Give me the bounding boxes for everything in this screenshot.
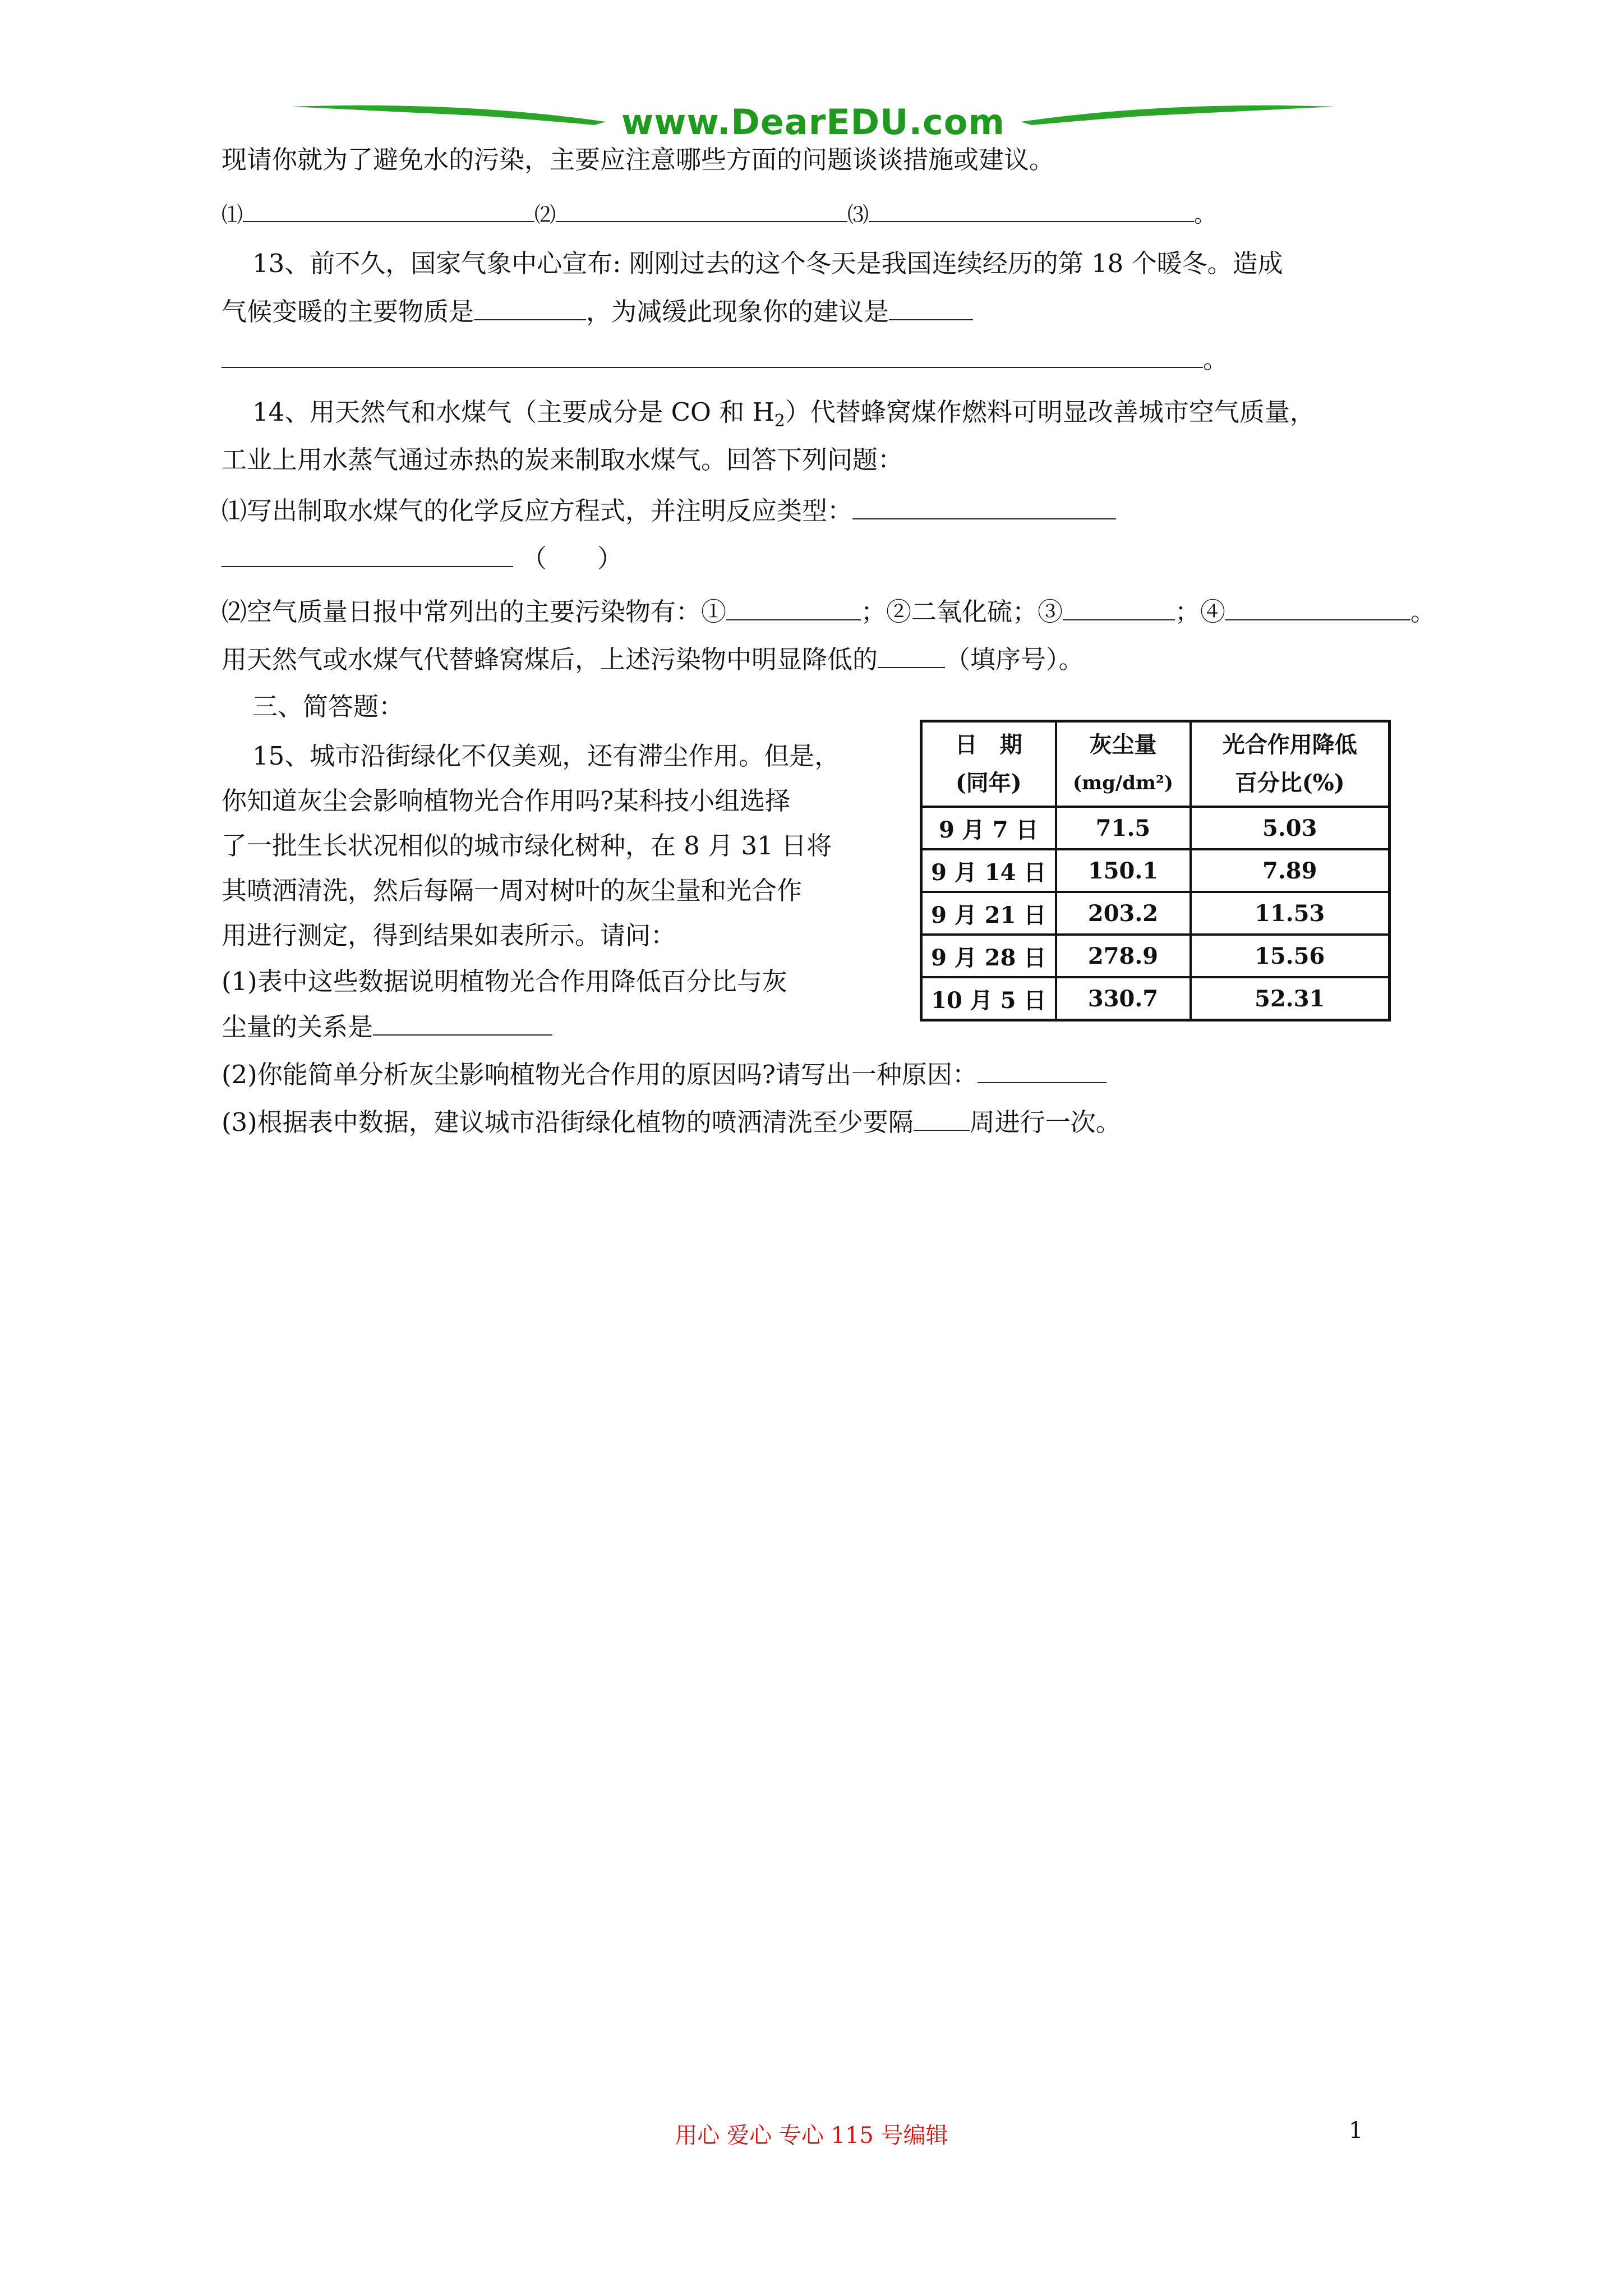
q14-line-6 — [222, 642, 1084, 677]
period: 。 — [1203, 344, 1229, 374]
cell-date: 9 月 7 日 — [921, 807, 1056, 849]
period: 。 — [1410, 597, 1436, 627]
q13-blank-3[interactable] — [222, 342, 1203, 368]
header-photo-unit: 百分比(%) — [1234, 770, 1345, 796]
weeks-blank[interactable] — [914, 1105, 970, 1131]
subscript-2: 2 — [774, 411, 785, 431]
q15-text-h: (2)你能简单分析灰尘影响植物光合作用的原因吗?请写出一种原因： — [222, 1060, 978, 1089]
q13-text-b: ，为减缓此现象你的建议是 — [586, 297, 889, 326]
blank-label-1: ⑴ — [222, 203, 243, 227]
header-date-sub: (同年) — [955, 770, 1022, 796]
header-banner — [292, 98, 1335, 149]
q15-line-3: 了一批生长状况相似的城市绿化树种，在 8 月 31 日将 — [222, 831, 832, 861]
cell-photo: 11.53 — [1191, 892, 1390, 935]
reaction-type-bracket: （ ） — [522, 544, 623, 573]
cell-dust: 278.9 — [1056, 935, 1191, 977]
q14-line-4 — [222, 541, 623, 576]
header-dust-label: 灰尘量 — [1089, 731, 1157, 758]
q14-text-c: ⑴写出制取水煤气的化学反应方程式，并注明反应类型： — [222, 496, 853, 526]
q13-line-2 — [222, 295, 973, 329]
blank-label-3: ⑶ — [847, 203, 869, 227]
header-date-label: 日 期 — [955, 731, 1022, 758]
q14-line-5 — [222, 595, 1436, 629]
site-url: www.DearEDU.com — [621, 102, 1005, 142]
q14-text-a: 14、用天然气和水煤气（主要成分是 CO 和 H — [252, 397, 774, 427]
answer-blank-3[interactable] — [869, 196, 1194, 222]
header-photosynthesis — [1191, 721, 1390, 807]
table-row — [921, 977, 1390, 1020]
reason-blank[interactable] — [978, 1057, 1106, 1083]
q13-line-3 — [222, 342, 1228, 376]
intro-line: 现请你就为了避免水的污染，主要应注意哪些方面的问题谈谈措施或建议。 — [222, 145, 1055, 174]
q14-blank-equation[interactable] — [852, 494, 1116, 519]
period: 。 — [1194, 203, 1216, 227]
pollutant-blank-1[interactable] — [726, 595, 861, 620]
cell-date: 10 月 5 日 — [921, 977, 1056, 1020]
cell-date: 9 月 14 日 — [921, 849, 1056, 892]
table-row — [921, 935, 1390, 977]
q15-line-1: 15、城市沿街绿化不仅美观，还有滞尘作用。但是， — [252, 741, 840, 771]
pollutant-blank-4[interactable] — [1225, 595, 1410, 620]
cell-photo: 5.03 — [1191, 807, 1390, 849]
q14-text-e3: ；④ — [1175, 597, 1226, 627]
section-3-heading: 三、简答题： — [252, 692, 404, 721]
q14-text-f2: （填序号）。 — [945, 645, 1084, 674]
q14-line-1 — [252, 395, 1315, 438]
table-row — [921, 892, 1390, 935]
q15-text-g: 尘量的关系是 — [222, 1012, 374, 1042]
q15-line-9 — [222, 1105, 1121, 1139]
answer-blank-2[interactable] — [556, 196, 847, 222]
header-photo-label: 光合作用降低 — [1222, 731, 1357, 758]
page-number: 1 — [1349, 2118, 1363, 2143]
cell-photo: 7.89 — [1191, 849, 1390, 892]
q14-text-b: ）代替蜂窝煤作燃料可明显改善城市空气质量， — [785, 397, 1315, 427]
relation-blank[interactable] — [373, 1010, 552, 1036]
q15-line-8 — [222, 1057, 1106, 1092]
cell-dust: 150.1 — [1056, 849, 1191, 892]
cell-date: 9 月 21 日 — [921, 892, 1056, 935]
q15-text-i2: 周进行一次。 — [969, 1107, 1121, 1137]
header-dust — [1056, 721, 1191, 807]
dust-photosynthesis-table — [920, 720, 1391, 1022]
q15-line-7 — [222, 1010, 552, 1044]
answer-line-1 — [222, 196, 1215, 232]
q14-line-3 — [222, 494, 1116, 528]
cell-dust: 330.7 — [1056, 977, 1191, 1020]
cell-dust: 203.2 — [1056, 892, 1191, 935]
q13-text-a: 气候变暖的主要物质是 — [222, 297, 474, 326]
cell-dust: 71.5 — [1056, 807, 1191, 849]
q14-blank-equation-2[interactable] — [222, 541, 513, 567]
q14-text-e2: ；②二氧化硫；③ — [861, 597, 1063, 627]
q14-text-f1: 用天然气或水煤气代替蜂窝煤后，上述污染物中明显降低的 — [222, 645, 878, 674]
pollutant-blank-3[interactable] — [1063, 595, 1175, 620]
q15-line-6: (1)表中这些数据说明植物光合作用降低百分比与灰 — [222, 967, 787, 996]
q13-blank-2[interactable] — [889, 295, 973, 320]
cell-date: 9 月 28 日 — [921, 935, 1056, 977]
footer-text: 用心 爱心 专心 115 号编辑 — [675, 2123, 948, 2148]
q13-line-1: 13、前不久，国家气象中心宣布: 刚刚过去的这个冬天是我国连续经历的第 18 个暖冬。造成 — [252, 249, 1283, 278]
header-dust-unit: (mg/dm²) — [1073, 772, 1173, 794]
serial-number-blank[interactable] — [878, 642, 945, 668]
q14-line-2: 工业上用水蒸气通过赤热的炭来制取水煤气。回答下列问题： — [222, 445, 903, 475]
q13-blank-1[interactable] — [474, 295, 586, 320]
table-row — [921, 807, 1390, 849]
cell-photo: 15.56 — [1191, 935, 1390, 977]
header-date — [921, 721, 1056, 807]
q14-text-e1: ⑵空气质量日报中常列出的主要污染物有：① — [222, 597, 727, 627]
answer-blank-1[interactable] — [243, 196, 534, 222]
table-header-row — [921, 721, 1390, 807]
q15-line-5: 用进行测定，得到结果如表所示。请问： — [222, 921, 676, 950]
q15-line-2: 你知道灰尘会影响植物光合作用吗?某科技小组选择 — [222, 786, 791, 816]
table-row — [921, 849, 1390, 892]
cell-photo: 52.31 — [1191, 977, 1390, 1020]
q15-line-4: 其喷洒清洗，然后每隔一周对树叶的灰尘量和光合作 — [222, 876, 803, 905]
blank-label-2: ⑵ — [534, 203, 556, 227]
q15-text-i1: (3)根据表中数据，建议城市沿街绿化植物的喷洒清洗至少要隔 — [222, 1107, 914, 1137]
